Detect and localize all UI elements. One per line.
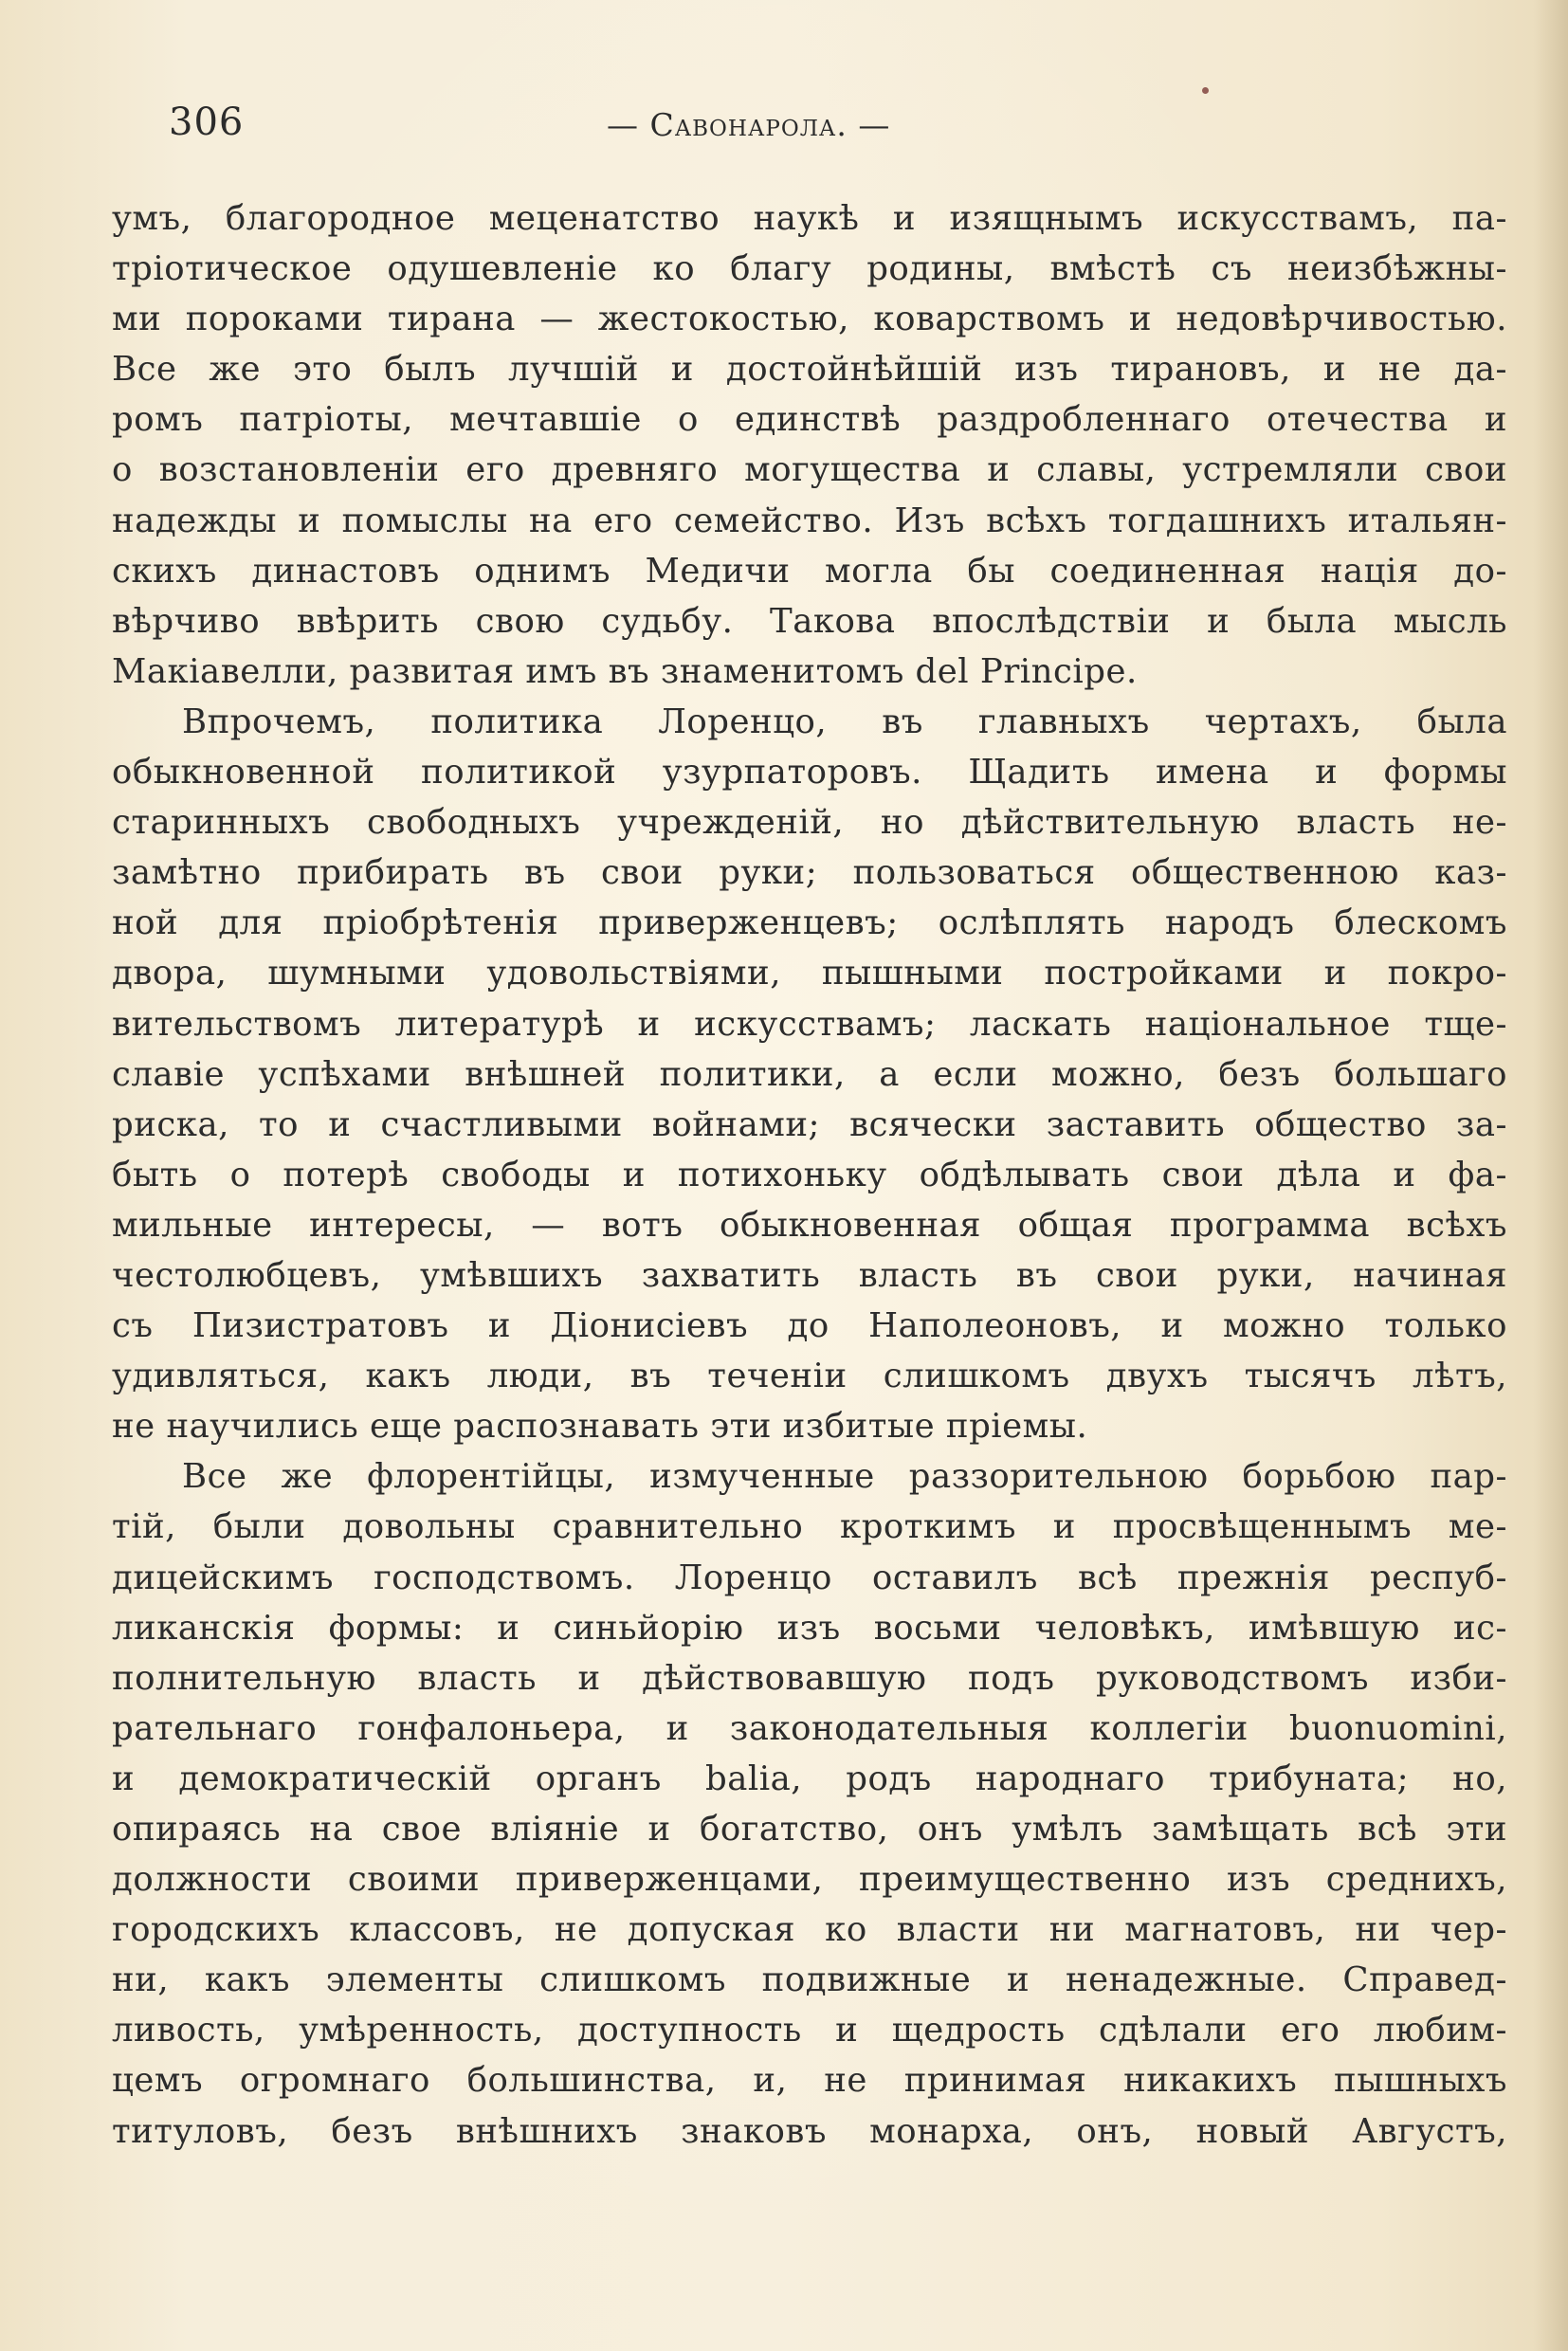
text-line: умъ, благородное меценатство наукѣ и изящнымъ искусствамъ, па- (112, 199, 1507, 238)
text-line: мильные интересы, — вотъ обыкновенная общая программа всѣхъ (112, 1205, 1507, 1245)
text-line: честолюбцевъ, умѣвшихъ захватить власть въ свои руки, начиная (112, 1255, 1507, 1295)
text-line: риска, то и счастливыми войнами; всячески заставить общество за- (112, 1104, 1507, 1144)
text-line: вительствомъ литературѣ и искусствамъ; ласкать національное тще- (112, 1004, 1507, 1044)
running-title: — Савонарола. — (607, 106, 891, 143)
text-line: титуловъ, безъ внѣшнихъ знаковъ монарха, онъ, новый Августъ, (112, 2111, 1507, 2151)
text-line: Макіавелли, развитая имъ въ знаменитомъ del Principe. (112, 651, 1138, 691)
text-line: двора, шумными удовольствіями, пышными постройками и покро- (112, 954, 1507, 993)
text-line: полнительную власть и дѣйствовавшую подъ руководствомъ изби- (112, 1658, 1507, 1698)
text-line: ливость, умѣренность, доступность и щедрость сдѣлали его любим- (112, 2011, 1507, 2050)
text-line: обыкновенной политикой узурпаторовъ. Щадить имена и формы (112, 753, 1507, 793)
text-line: опираясь на свое вліяніе и богатство, онъ умѣлъ замѣщать всѣ эти (112, 1810, 1507, 1849)
paragraph-first-line: Все же флорентійцы, измученные раззорительною борьбою пар- (182, 1457, 1507, 1497)
text-line: ромъ патріоты, мечтавшіе о единствѣ раздробленнаго отечества и (112, 400, 1507, 440)
text-line: ми пороками тирана — жестокостью, коварствомъ и недовѣрчивостью. (112, 300, 1507, 339)
text-line: славіе успѣхами внѣшней политики, а если можно, безъ большаго (112, 1054, 1507, 1094)
page-edge-shadow (1534, 0, 1568, 2351)
text-line: не научились еще распознавать эти избитые пріемы. (112, 1407, 1088, 1447)
text-line: ни, какъ элементы слишкомъ подвижные и ненадежные. Справед- (112, 1960, 1507, 2000)
body-text (112, 193, 1507, 2157)
page-header (0, 100, 1568, 157)
text-line: тій, были довольны сравнительно кроткимъ и просвѣщеннымъ ме- (112, 1507, 1507, 1547)
paragraph-first-line: Впрочемъ, политика Лоренцо, въ главныхъ чертахъ, была (182, 702, 1507, 741)
text-line: ликанскія формы: и синьйорію изъ восьми человѣкъ, имѣвшую ис- (112, 1608, 1507, 1648)
text-line: вѣрчиво ввѣрить свою судьбу. Такова впослѣдствіи и была мысль (112, 601, 1507, 641)
text-line: замѣтно прибирать въ свои руки; пользоваться общественною каз- (112, 853, 1507, 893)
text-line: старинныхъ свободныхъ учрежденій, но дѣйствительную власть не- (112, 803, 1507, 843)
text-line: и демократическій органъ balia, родъ народнаго трибуната; но, (112, 1759, 1507, 1798)
text-line: съ Пизистратовъ и Діонисіевъ до Наполеоновъ, и можно только (112, 1306, 1507, 1346)
text-line: надежды и помыслы на его семейство. Изъ всѣхъ тогдашнихъ итальян- (112, 501, 1507, 540)
text-line: о возстановленіи его древняго могущества и славы, устремляли свои (112, 450, 1507, 490)
text-line: дицейскимъ господствомъ. Лоренцо оставилъ всѣ прежнія респуб- (112, 1558, 1507, 1597)
text-line: быть о потерѣ свободы и потихоньку обдѣлывать свои дѣла и фа- (112, 1155, 1507, 1194)
text-line: ной для пріобрѣтенія приверженцевъ; ослѣплять народъ блескомъ (112, 903, 1507, 943)
text-line: тріотическое одушевленіе ко благу родины, вмѣстѣ съ неизбѣжны- (112, 249, 1507, 289)
text-line: скихъ династовъ однимъ Медичи могла бы соединенная нація до- (112, 551, 1507, 591)
text-line: рательнаго гонфалоньера, и законодательныя коллегіи buonuomini, (112, 1708, 1507, 1748)
text-line: должности своими приверженцами, преимущественно изъ среднихъ, (112, 1860, 1507, 1900)
text-line: Все же это былъ лучшій и достойнѣйшій изъ тирановъ, и не да- (112, 350, 1507, 390)
ink-spot (1202, 87, 1209, 94)
page-number: 306 (169, 100, 245, 144)
text-line: цемъ огромнаго большинства, и, не принимая никакихъ пышныхъ (112, 2061, 1507, 2101)
text-line: удивляться, какъ люди, въ теченіи слишкомъ двухъ тысячъ лѣтъ, (112, 1357, 1507, 1396)
text-line: городскихъ классовъ, не допуская ко власти ни магнатовъ, ни чер- (112, 1910, 1507, 1950)
